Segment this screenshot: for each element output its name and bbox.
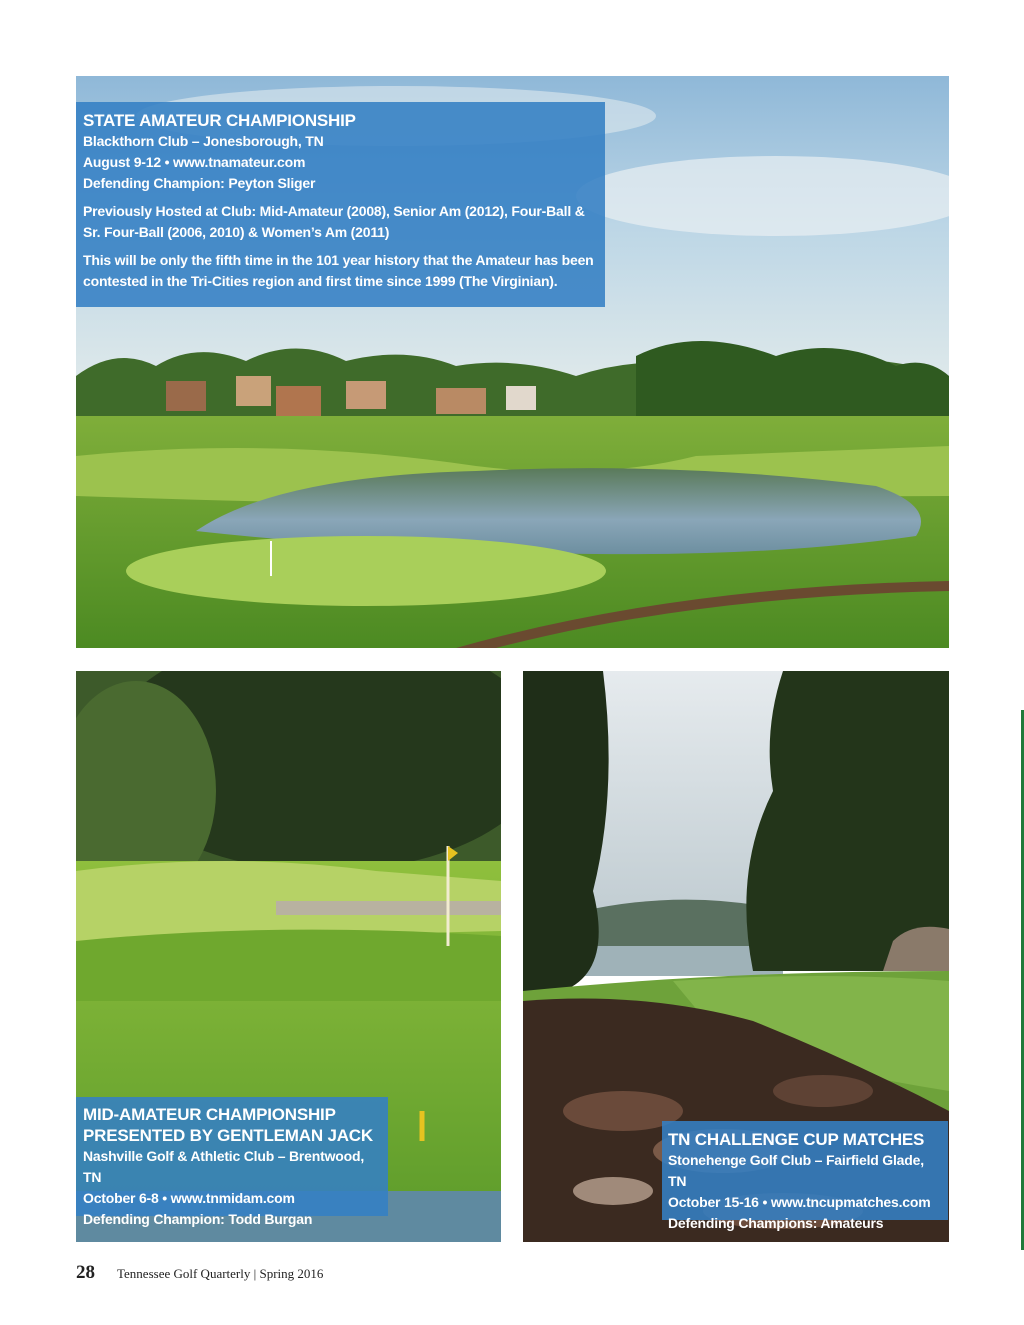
state-amateur-defending: Defending Champion: Peyton Sliger xyxy=(83,175,316,191)
challenge-cup-defending: Defending Champions: Amateurs xyxy=(668,1215,884,1231)
challenge-cup-caption xyxy=(662,1121,948,1231)
page-footer xyxy=(76,1262,323,1286)
state-amateur-title: STATE AMATEUR CHAMPIONSHIP xyxy=(83,111,356,130)
state-amateur-venue: Blackthorn Club – Jonesborough, TN xyxy=(83,133,324,149)
state-amateur-dates: August 9-12 • www.tnamateur.com xyxy=(83,154,306,170)
mid-amateur-venue: Nashville Golf & Athletic Club – Brentwood, TN xyxy=(83,1148,365,1185)
mid-amateur-presenter: PRESENTED BY GENTLEMAN JACK xyxy=(83,1126,373,1145)
state-amateur-history: This will be only the fifth time in the 101 year history that the Amateur has been contested in the Tri-Cities region and first time since 1999 (The Virginian). xyxy=(83,252,594,289)
publication-name: Tennessee Golf Quarterly | Spring 2016 xyxy=(117,1266,324,1281)
mid-amateur-defending: Defending Champion: Todd Burgan xyxy=(83,1211,313,1227)
page-number: 28 xyxy=(76,1262,95,1283)
state-amateur-caption xyxy=(76,102,605,307)
challenge-cup-venue: Stonehenge Golf Club – Fairfield Glade, TN xyxy=(668,1152,924,1189)
challenge-cup-dates: October 15-16 • www.tncupmatches.com xyxy=(668,1194,931,1210)
state-amateur-hosted: Previously Hosted at Club: Mid-Amateur (2008), Senior Am (2012), Four-Ball & Sr. Four-Ball (2006, 2010) & Women’s Am (2011) xyxy=(83,203,585,240)
mid-amateur-dates: October 6-8 • www.tnmidam.com xyxy=(83,1190,295,1206)
mid-amateur-title: MID-AMATEUR CHAMPIONSHIP xyxy=(83,1105,336,1124)
mid-amateur-caption xyxy=(76,1097,388,1227)
challenge-cup-title: TN CHALLENGE CUP MATCHES xyxy=(668,1130,925,1149)
